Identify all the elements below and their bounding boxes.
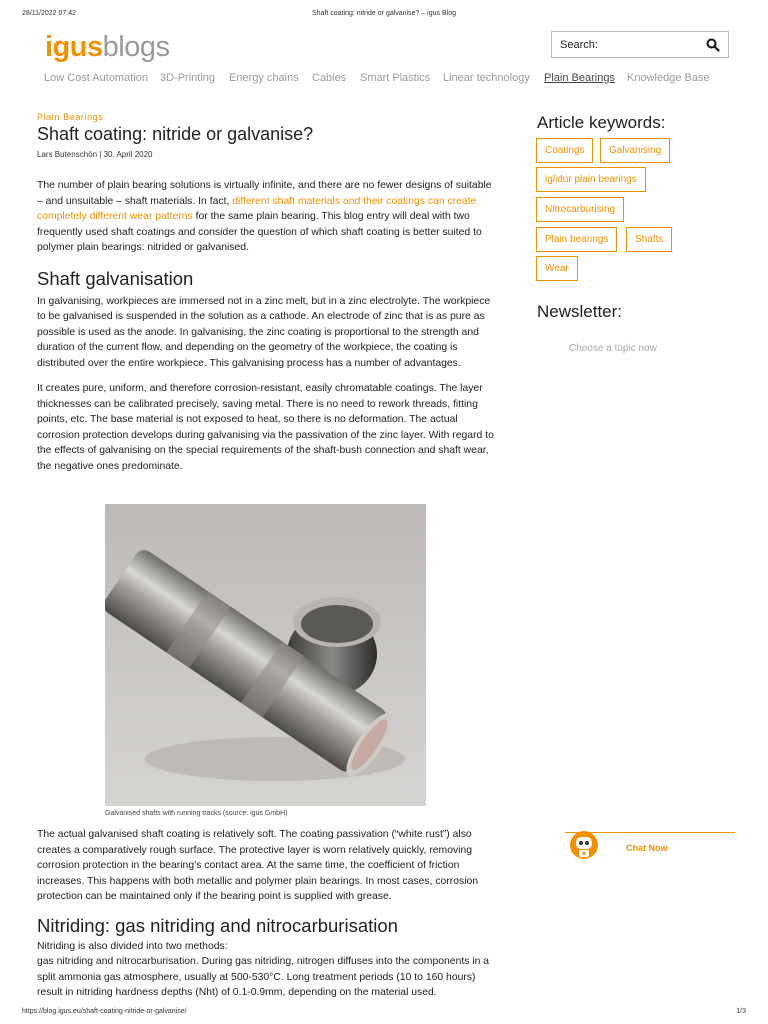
galvanised-shaft-photo bbox=[105, 504, 426, 806]
heading-shaft-galvanisation: Shaft galvanisation bbox=[37, 267, 194, 289]
keyword-tag-galvanising[interactable]: Galvanising bbox=[600, 138, 670, 163]
keyword-tag-plain-bearings[interactable]: Plain bearings bbox=[536, 227, 617, 252]
galvanisation-paragraph-3: The actual galvanised shaft coating is relatively soft. The coating passivation (“white rust”) also creates a comparatively rough surface. The protective layer is worn relatively quickly, removing corrosion protection in the bearing’s contact area. At the same time, the coefficient of friction increases. This happens with both metallic and polymer plain bearings. In most cases, corrosion protection can be maintained only if the bearing point is supplied with grease. bbox=[37, 829, 479, 902]
wear-patterns-link[interactable]: different shaft materials and their coatings can create completely different wear patterns bbox=[37, 195, 477, 222]
nav-item-energy-chains[interactable]: Energy chains bbox=[229, 72, 299, 84]
galvanisation-paragraph-1: In galvanising, workpieces are immersed not in a zinc melt, but in a zinc electrolyte. The workpiece to be galvanised is suspended in the solution as a cathode. An electrode of zinc that is as pure as possible is used as the anode. In galvanising, the zinc coating is proportional to the strength and duration of the current flow, and depending on the geometry of the workpiece, the coating is distributed over the entire workpiece. This galvanising process has a number of advantages. bbox=[37, 295, 491, 369]
shaft-illustration bbox=[105, 504, 426, 806]
nav-item-linear-technology[interactable]: Linear technology bbox=[443, 72, 530, 84]
heading-nitriding: Nitriding: gas nitriding and nitrocarburisation bbox=[37, 914, 398, 936]
intro-paragraph bbox=[37, 178, 497, 256]
nitriding-paragraph-2: gas nitriding and nitrocarburisation. During gas nitriding, nitrogen diffuses into the components in a split ammonia gas atmosphere, usually at 500-530°C. Long treatment periods (10 to 160 hours) result in nitriding hardness depths (Nht) of 0.1-0.9mm, depending on the material used. bbox=[37, 956, 490, 998]
chat-now-button[interactable]: Chat Now bbox=[626, 843, 668, 853]
galvanisation-paragraph-2: It creates pure, uniform, and therefore corrosion-resistant, easily chromatable coatings. The layer thicknesses can be calibrated precisely, saving metal. There is no need to rework threads, fitting points, etc. The base material is not exposed to heat, so there is no deformation. The actual corrosion protection develops during galvanising via the passivation of the zinc layer. With regard to the effects of galvanising on the special requirements of the shaft-bush connection and shaft wear, the negative ones predominate. bbox=[37, 383, 494, 472]
figure-caption: Galvanised shafts with running tracks (source: igus GmbH) bbox=[105, 810, 288, 817]
print-page-title: Shaft coating: nitride or galvanise? – igus Blog bbox=[312, 10, 456, 17]
print-date: 28/11/2022 07:42 bbox=[22, 10, 76, 17]
article-byline: Lars Butenschön | 30. April 2020 bbox=[37, 150, 153, 159]
keyword-tag-shafts[interactable]: Shafts bbox=[626, 227, 672, 252]
keyword-tag-nitrocarburising[interactable]: Nitrocarburising bbox=[536, 197, 624, 222]
newsletter-title: Newsletter: bbox=[537, 302, 623, 321]
article-category[interactable]: Plain Bearings bbox=[37, 112, 104, 122]
search-box[interactable] bbox=[551, 31, 729, 58]
chat-robot-icon[interactable] bbox=[567, 828, 601, 862]
nav-item-knowledge-base[interactable]: Knowledge Base bbox=[627, 72, 710, 84]
igus-blogs-logo[interactable] bbox=[45, 30, 169, 64]
intro-text-start: The number of plain bearing solutions is virtually infinite, and there are no fewer designs of suitable – and unsuitable – shaft materials. In fact, bbox=[37, 180, 492, 207]
print-url: https://blog.igus.eu/shaft-coating-nitride-or-galvanise/ bbox=[22, 1008, 187, 1015]
print-footer bbox=[22, 1008, 746, 1018]
article-title: Shaft coating: nitride or galvanise? bbox=[37, 124, 314, 144]
nav-item-plain-bearings[interactable]: Plain Bearings bbox=[544, 72, 615, 84]
search-label: Search: bbox=[560, 39, 598, 51]
nav-item-3d-printing[interactable]: 3D-Printing bbox=[160, 72, 216, 84]
keyword-tag-wear[interactable]: Wear bbox=[536, 256, 578, 281]
article bbox=[37, 112, 497, 474]
print-header bbox=[22, 10, 746, 20]
keywords-title: Article keywords: bbox=[537, 113, 666, 132]
logo-igus: igus bbox=[45, 31, 103, 63]
intro-text-end: for the same plain bearing. This blog entry will deal with two frequently used shaft coatings and consider the question of which shaft coating is better suited to polymer plain bearings: nitrided or galvanised. bbox=[37, 211, 482, 253]
nav-item-smart-plastics[interactable]: Smart Plastics bbox=[360, 72, 431, 84]
keyword-tag-iglidur-plain-bearings[interactable]: iglidur plain bearings bbox=[536, 167, 646, 192]
nav-item-low-cost-automation[interactable]: Low Cost Automation bbox=[44, 72, 148, 84]
nitriding-paragraph-1: Nitriding is also divided into two methods: bbox=[37, 940, 228, 952]
nav-item-cables[interactable]: Cables bbox=[312, 72, 347, 84]
keyword-tag-coatings[interactable]: Coatings bbox=[536, 138, 593, 163]
article-continued bbox=[37, 827, 497, 1000]
search-icon[interactable] bbox=[706, 38, 720, 52]
newsletter-topic-select[interactable]: Choose a topic now bbox=[569, 343, 657, 354]
print-page-number: 1/3 bbox=[736, 1008, 746, 1015]
logo-blogs: blogs bbox=[102, 31, 170, 63]
